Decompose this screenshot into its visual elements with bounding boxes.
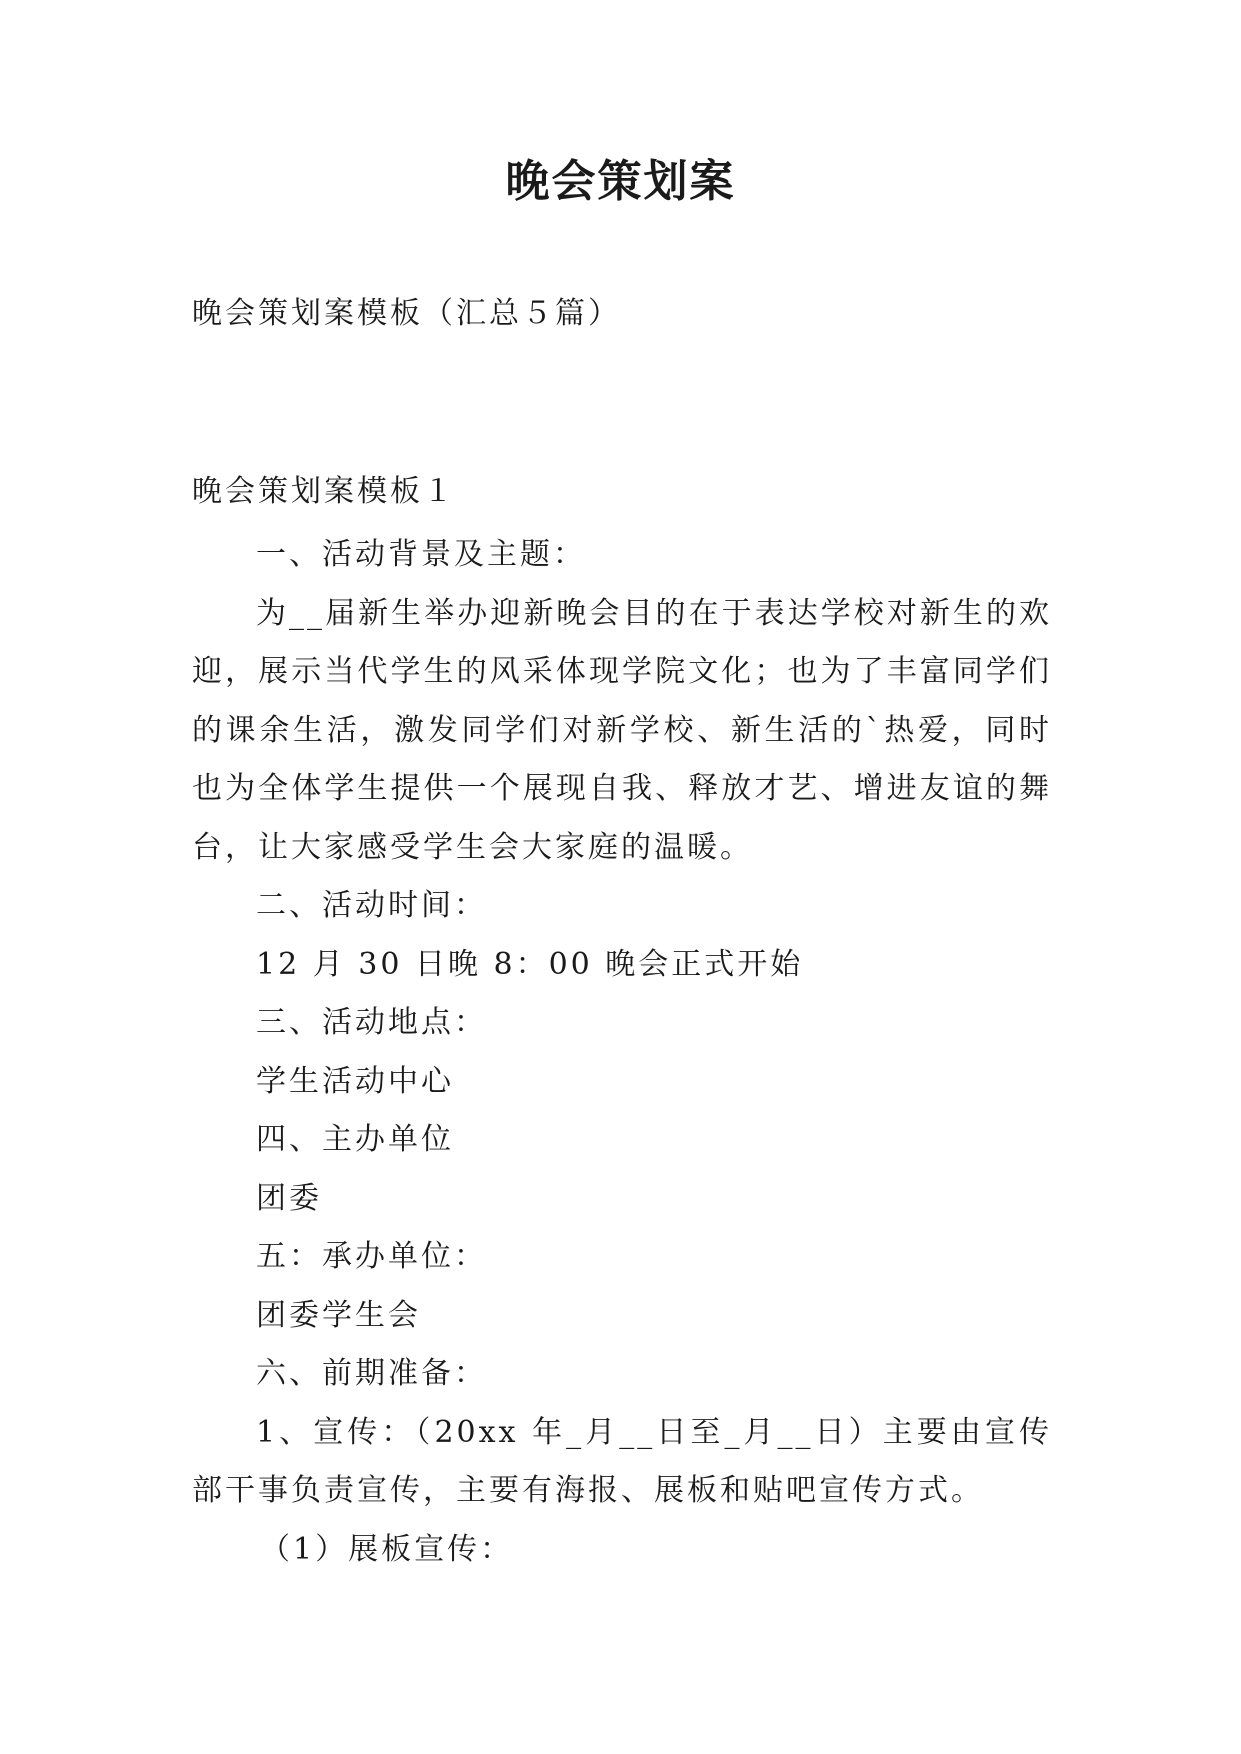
paragraph-undertaker: 团委学生会 [256,1297,421,1333]
paragraph-undertaker-heading: 五：承办单位： [256,1239,487,1274]
paragraph-background: 为__届新生举办迎新晚会目的在于表达学校对新生的欢迎，展示当代学生的风采体现学院文化；也为了丰富同学们的课余生活，激发同学们对新学校、新生活的`热爱，同时也为全体学生提供一个展现自我、释放才艺、增进友谊的舞台，让大家感受学生会大家庭的温暖。 [192,595,1052,865]
document-title: 晚会策划案 [505,156,736,207]
document-subtitle: 晚会策划案模板（汇总５篇） [192,296,621,331]
paragraph-time: 12 月 30 日晚 8：00 晚会正式开始 [256,946,804,982]
paragraph-location: 学生活动中心 [256,1063,454,1099]
paragraph-background-heading: 一、活动背景及主题： [256,537,586,572]
document-body [192,526,1052,1579]
paragraph-organizer-heading: 四、主办单位 [256,1122,454,1157]
paragraph-location-heading: 三、活动地点： [256,1005,487,1040]
paragraph-publicity: 1、宣传：（20xx 年_月__日至_月__日）主要由宣传部干事负责宣传，主要有海报、展板和贴吧宣传方式。 [192,1414,1052,1508]
paragraph-board-publicity: （1）展板宣传： [260,1531,514,1567]
section-heading: 晚会策划案模板１ [192,474,456,509]
paragraph-time-heading: 二、活动时间： [256,888,487,923]
paragraph-preparation-heading: 六、前期准备： [256,1356,487,1391]
paragraph-organizer: 团委 [256,1180,322,1216]
